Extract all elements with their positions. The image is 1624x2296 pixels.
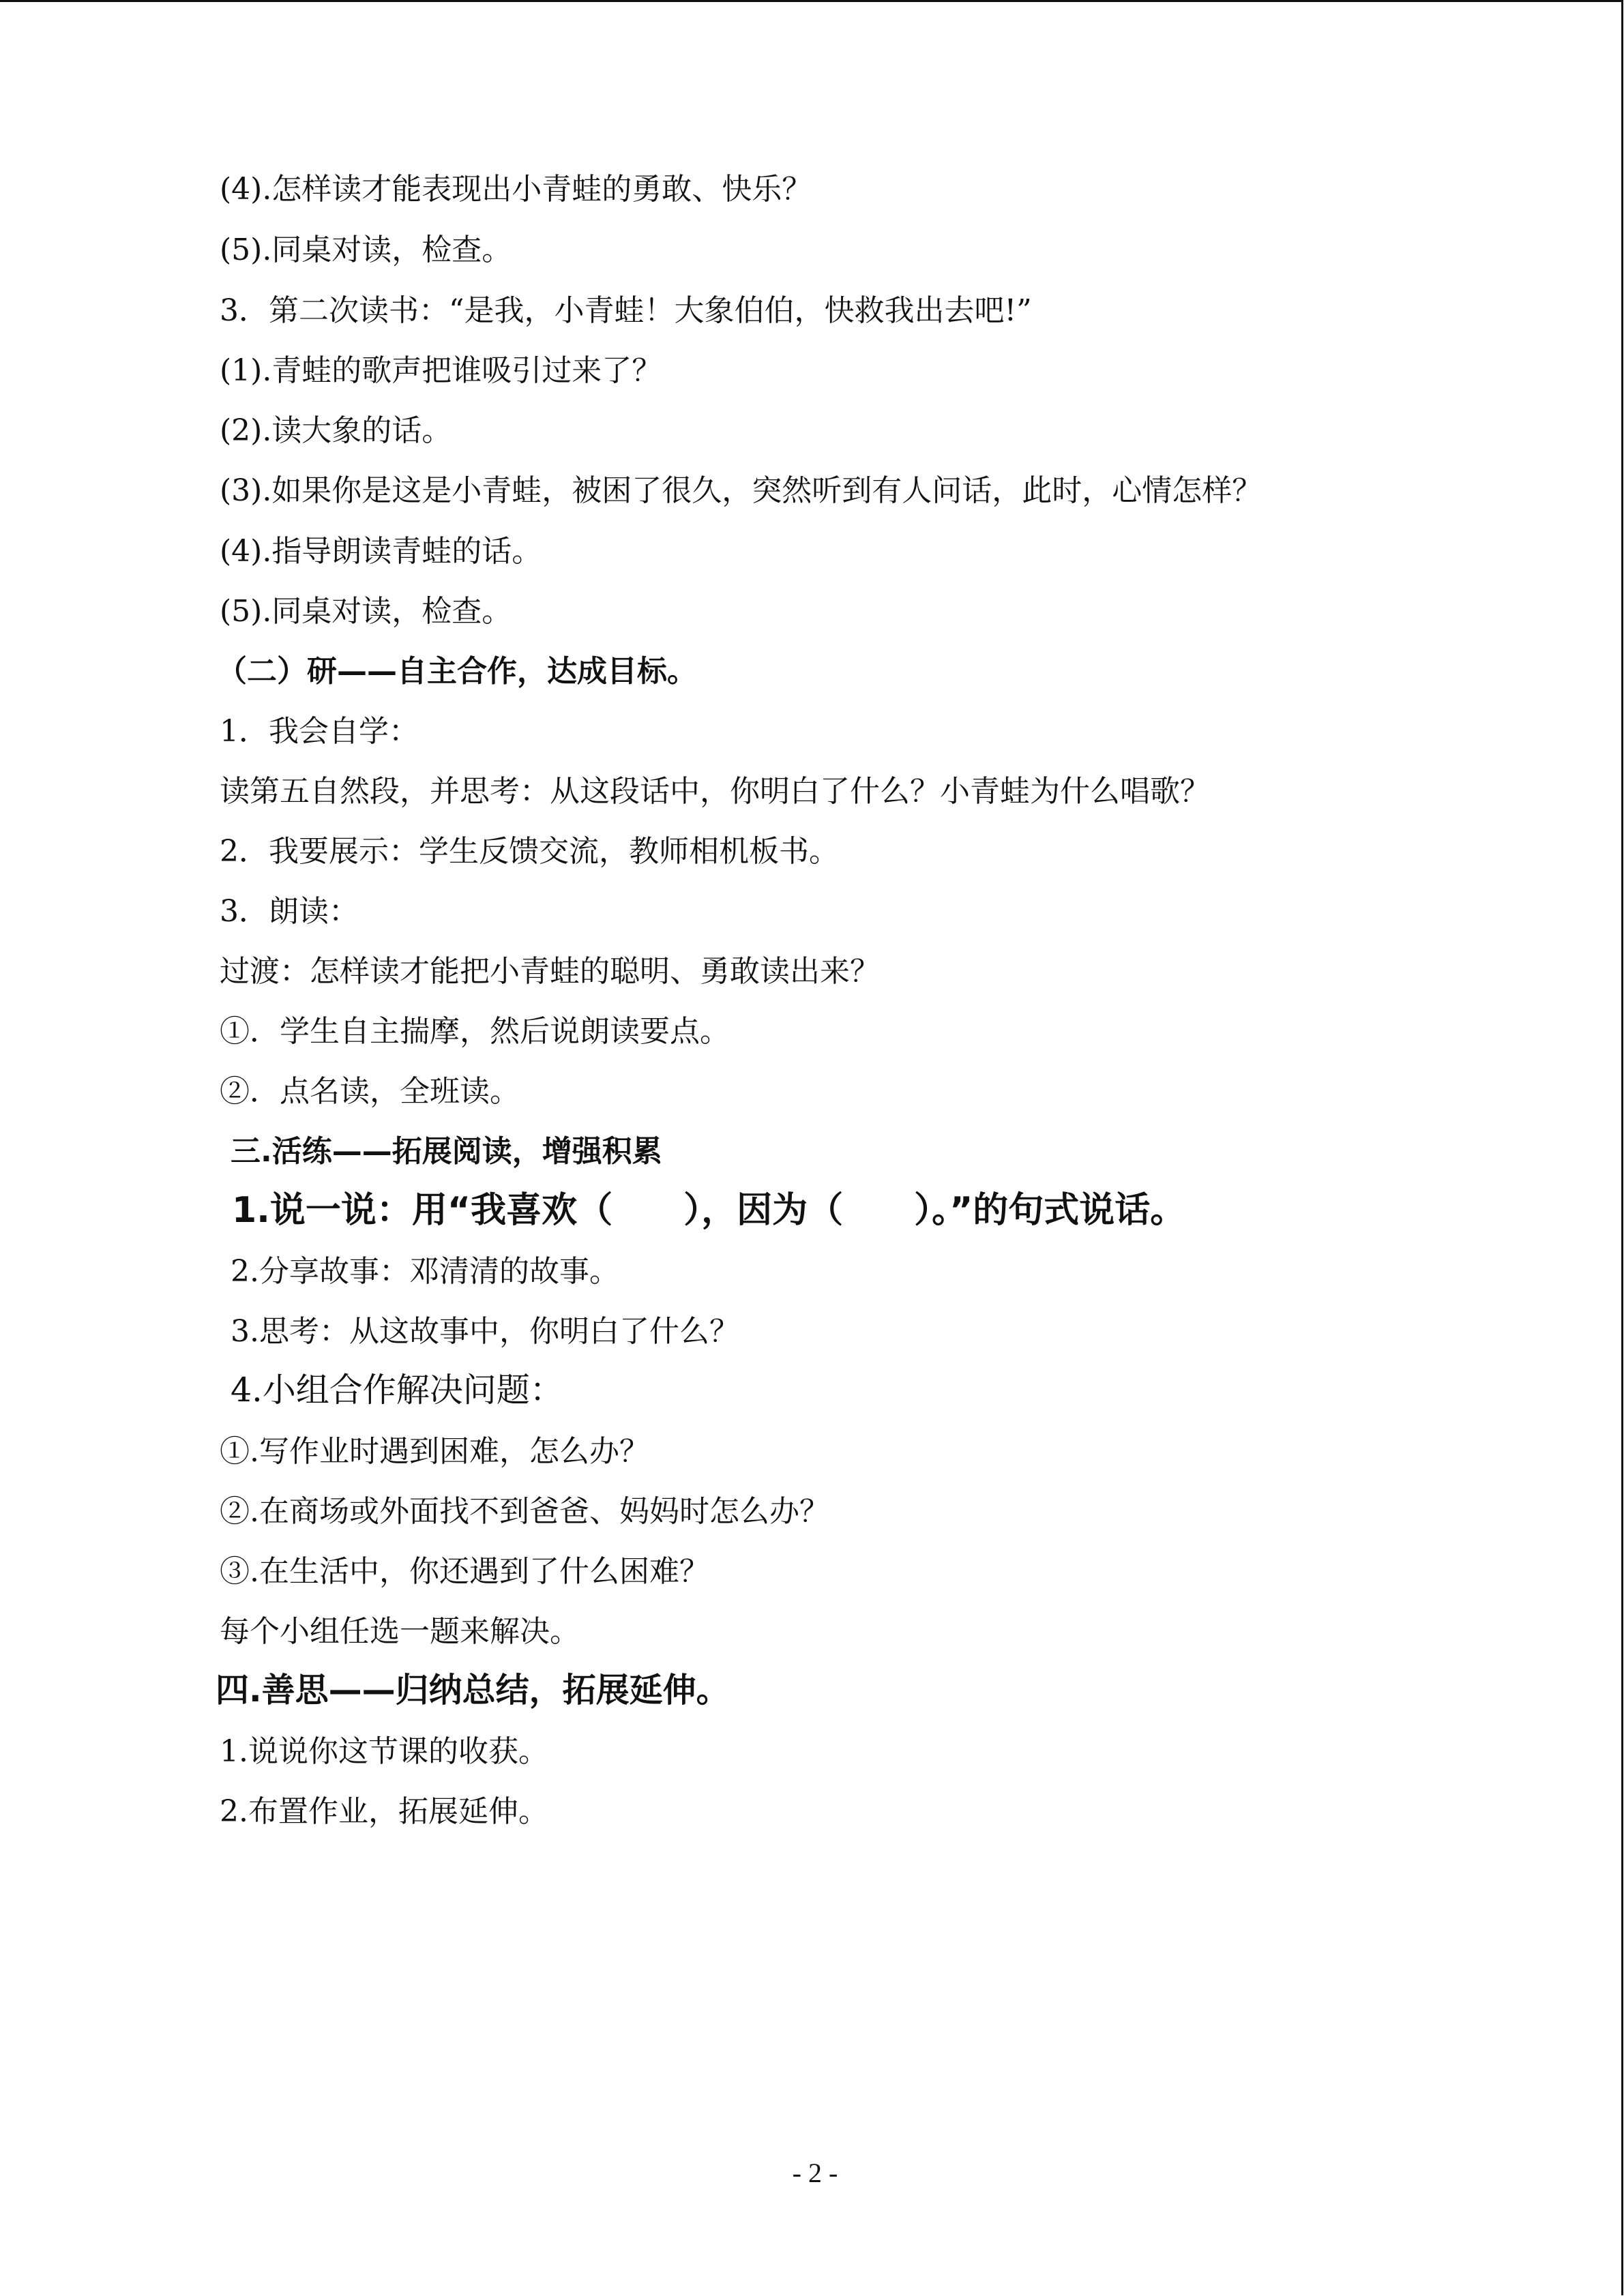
- list-item: ②.在商场或外面找不到爸爸、妈妈时怎么办？: [220, 1494, 829, 1529]
- list-item: 3.思考：从这故事中，你明白了什么？: [231, 1314, 739, 1349]
- list-item: ②．点名读，全班读。: [220, 1074, 520, 1109]
- section-heading: 四.善思——归纳总结，拓展延伸。: [216, 1671, 730, 1710]
- section-heading: （二）研——自主合作，达成目标。: [217, 654, 697, 689]
- list-item: (4).怎样读才能表现出小青蛙的勇敢、快乐？: [220, 172, 812, 207]
- list-item: 2.分享故事：邓清清的故事。: [231, 1254, 619, 1289]
- list-item: 1．我会自学：: [220, 714, 419, 749]
- paragraph: 读第五自然段，并思考：从这段话中，你明白了什么？小青蛙为什么唱歌？: [220, 774, 1210, 809]
- list-item: 1.说说你这节课的收获。: [220, 1734, 548, 1769]
- list-item: ①．学生自主揣摩，然后说朗读要点。: [220, 1014, 730, 1049]
- list-item: (4).指导朗读青蛙的话。: [220, 534, 542, 569]
- list-item: ③.在生活中，你还遇到了什么困难？: [220, 1554, 709, 1589]
- list-item: (3).如果你是这是小青蛙，被困了很久，突然听到有人问话，此时，心情怎样？: [220, 473, 1263, 508]
- list-item: 3．第二次读书：“是我，小青蛙！大象伯伯，快救我出去吧!”: [220, 293, 1032, 328]
- list-item: (1).青蛙的歌声把谁吸引过来了？: [220, 353, 662, 388]
- paragraph: 过渡：怎样读才能把小青蛙的聪明、勇敢读出来？: [220, 954, 880, 989]
- list-item: 4.小组合作解决问题：: [231, 1371, 563, 1410]
- list-item: (5).同桌对读，检查。: [220, 594, 512, 629]
- list-item: 2．我要展示：学生反馈交流，教师相机板书。: [220, 834, 839, 869]
- list-item: (2).读大象的话。: [220, 413, 452, 448]
- page-number: - 2 -: [792, 2158, 838, 2188]
- list-item: (5).同桌对读，检查。: [220, 233, 512, 267]
- paragraph: 每个小组任选一题来解决。: [220, 1614, 580, 1649]
- list-item: 1.说一说：用“我喜欢（ ），因为（ ）。”的句式说话。: [232, 1190, 1186, 1231]
- list-item: 2.布置作业，拓展延伸。: [220, 1794, 548, 1829]
- section-heading: 三.活练——拓展阅读，增强积累: [231, 1134, 662, 1169]
- list-item: ①.写作业时遇到困难，怎么办？: [220, 1434, 649, 1469]
- list-item: 3．朗读：: [220, 894, 359, 929]
